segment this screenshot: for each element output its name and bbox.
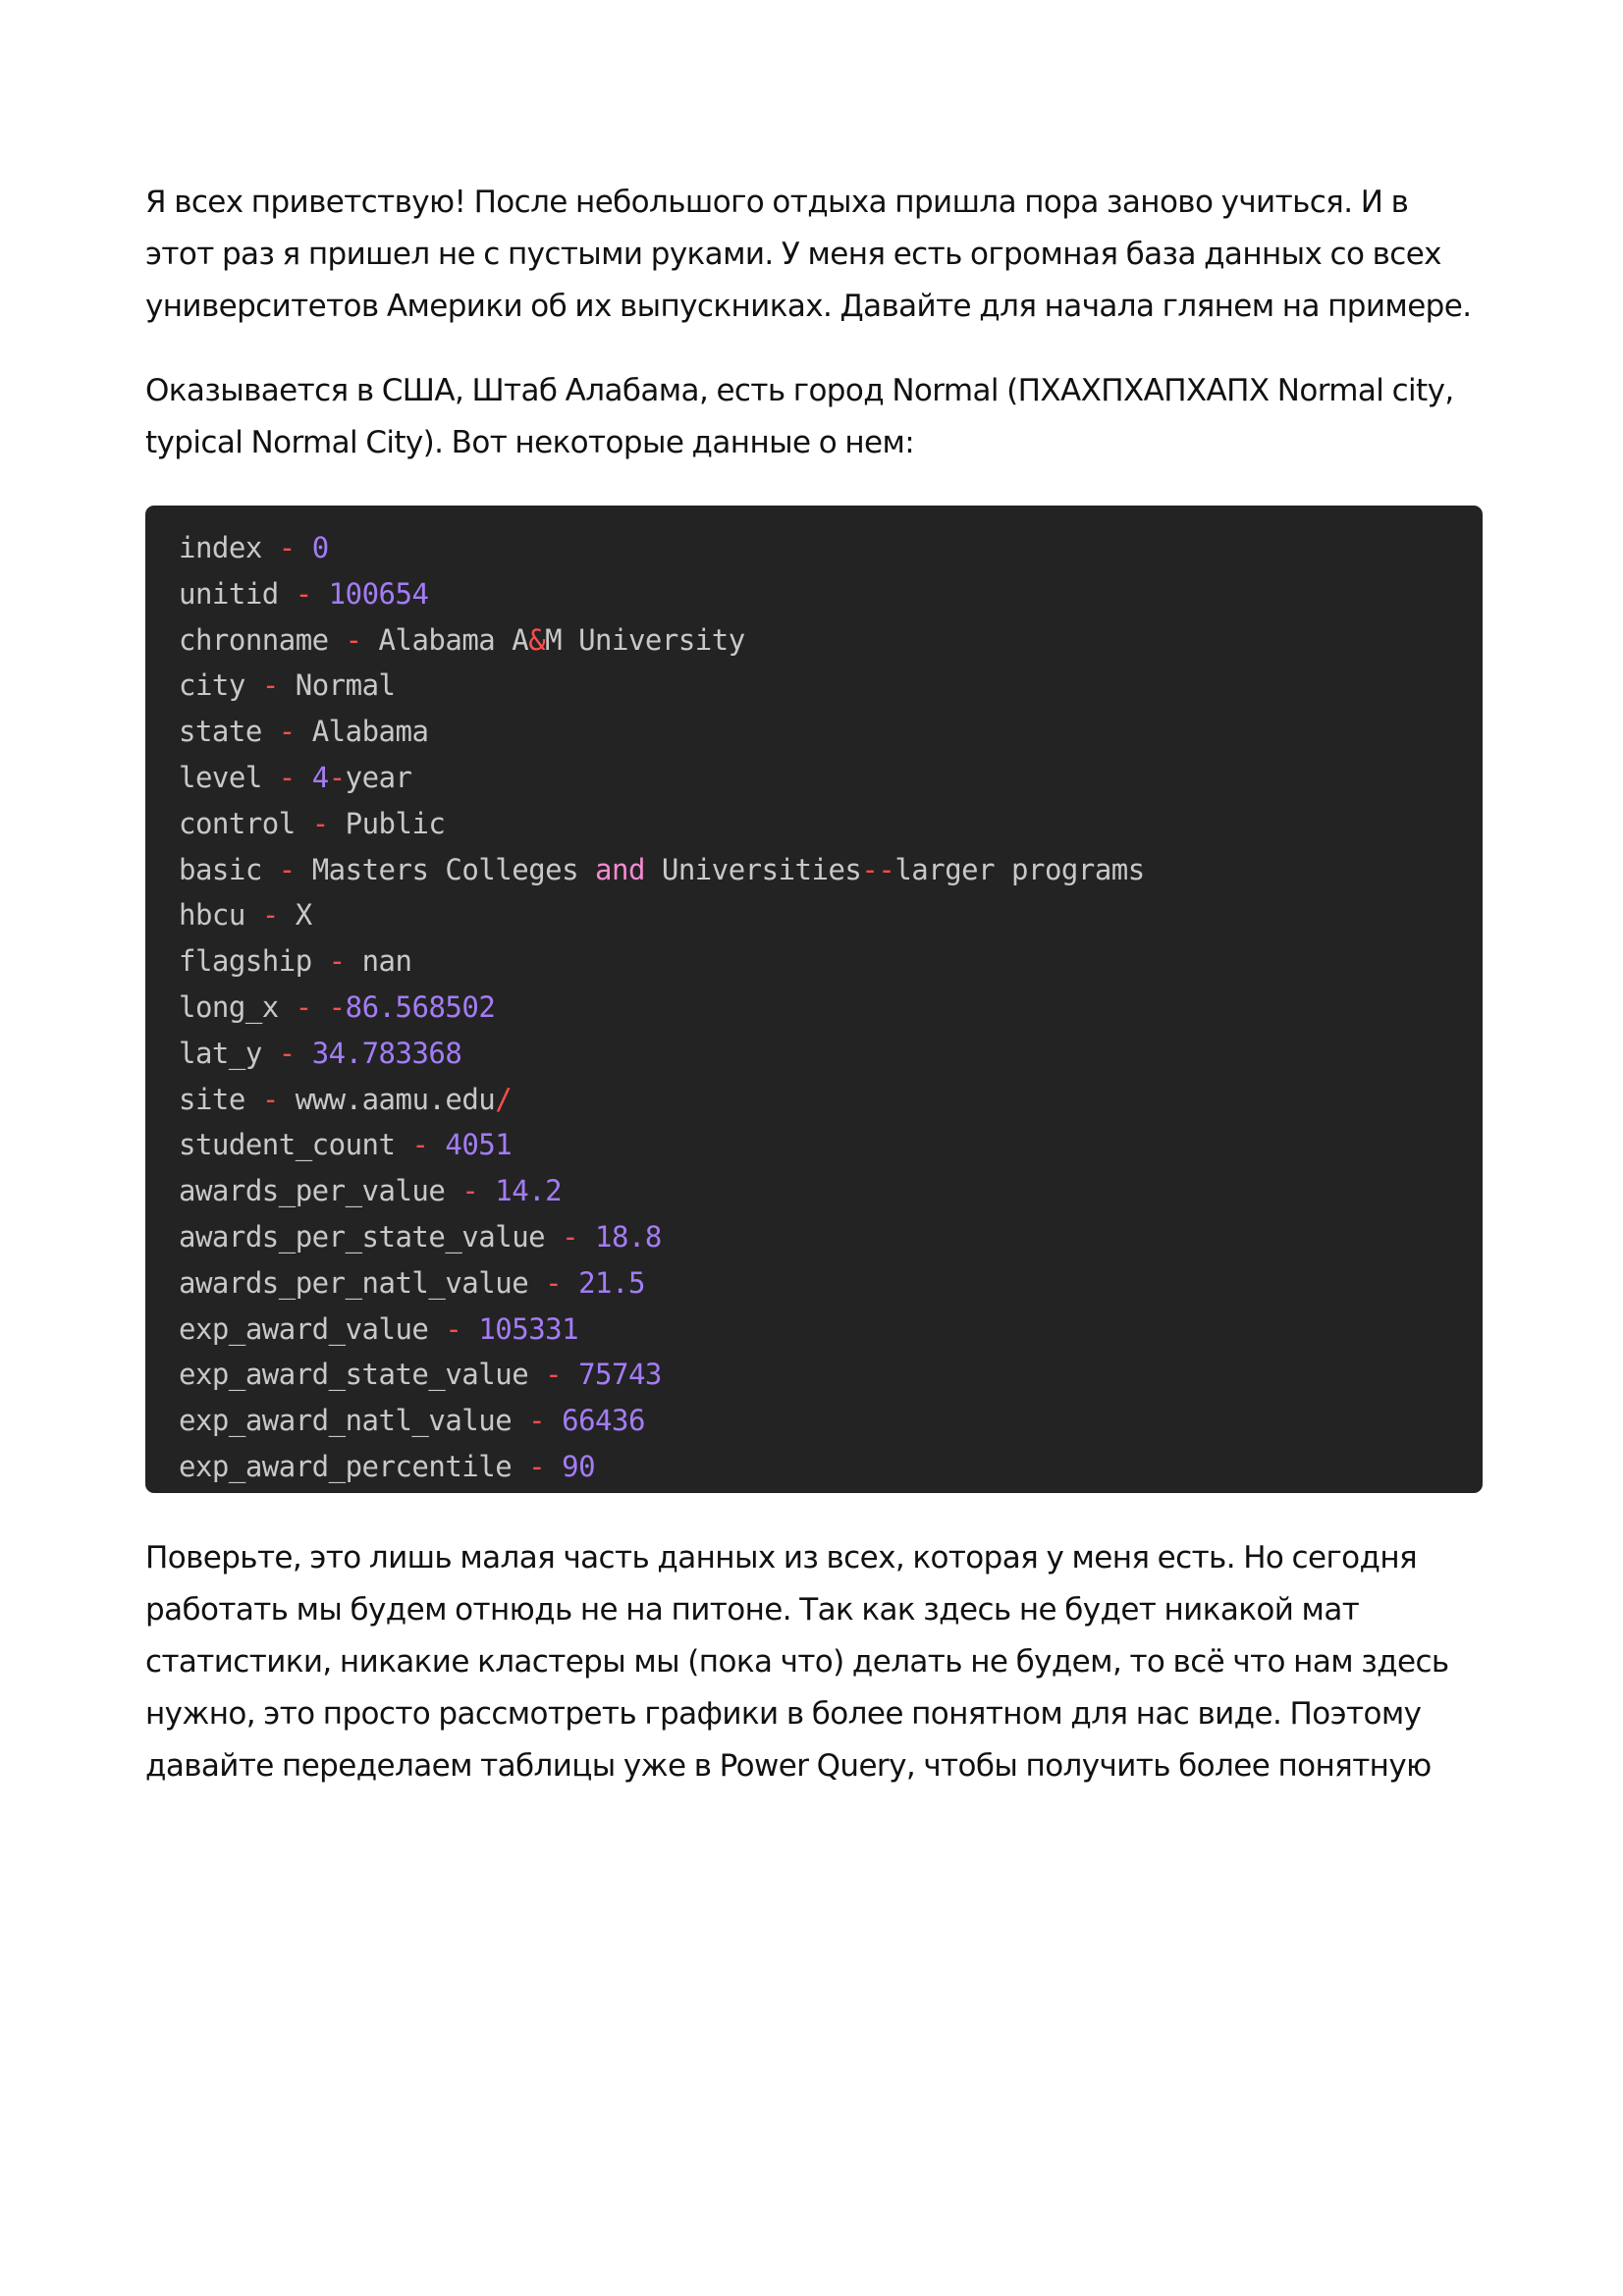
code-value-token: 0 xyxy=(311,531,329,564)
code-field-name: long_x xyxy=(179,989,279,1024)
code-value-token: Masters Colleges xyxy=(311,852,596,886)
code-line xyxy=(179,571,1449,617)
code-separator: - xyxy=(295,576,312,611)
code-line xyxy=(179,1307,1449,1353)
code-line xyxy=(179,1352,1449,1398)
code-value-token: 75743 xyxy=(578,1358,662,1392)
code-field-name: chronname xyxy=(179,622,329,657)
code-value-token: Alabama A xyxy=(378,622,529,657)
code-field-name: awards_per_value xyxy=(179,1174,446,1208)
code-value-token: 14.2 xyxy=(495,1174,563,1208)
code-value-token: 4 xyxy=(311,760,329,794)
code-value-token: Normal xyxy=(295,668,396,703)
code-separator: - xyxy=(295,989,312,1024)
code-separator: - xyxy=(311,806,329,840)
code-value-token: 90 xyxy=(562,1449,596,1483)
code-separator: - xyxy=(278,715,296,749)
code-value-token: 66436 xyxy=(562,1404,645,1438)
code-separator: - xyxy=(461,1174,479,1208)
code-separator: - xyxy=(545,1265,563,1300)
code-value-token: Alabama xyxy=(311,715,429,749)
city-paragraph-text: Оказывается в США, Штаб Алабама, есть город Normal (ПХАХПХАПХАПХ Normal city, typical Normal City). Вот некоторые данные о нем: xyxy=(145,373,1454,460)
code-value-token: - xyxy=(328,760,346,794)
code-line xyxy=(179,892,1449,938)
code-value-token: 34.783368 xyxy=(311,1036,462,1070)
code-value-token: Universities xyxy=(644,852,862,886)
code-field-name: hbcu xyxy=(179,898,245,933)
code-field-name: student_count xyxy=(179,1128,396,1162)
code-value-token: / xyxy=(495,1082,513,1116)
code-line xyxy=(179,1122,1449,1168)
code-separator: - xyxy=(278,852,296,886)
code-separator: - xyxy=(261,668,279,703)
code-value-token: year xyxy=(345,760,412,794)
code-field-name: lat_y xyxy=(179,1036,262,1070)
code-field-name: exp_award_percentile xyxy=(179,1449,513,1483)
code-line xyxy=(179,1214,1449,1260)
code-field-name: flagship xyxy=(179,944,312,979)
code-separator: - xyxy=(278,1036,296,1070)
code-value-token: 18.8 xyxy=(595,1219,662,1254)
code-value-token: X xyxy=(295,898,312,933)
code-value-token: - xyxy=(328,989,346,1024)
code-field-name: exp_award_natl_value xyxy=(179,1404,513,1438)
intro-paragraph-text: Я всех приветствую! После небольшого отдыха пришла пора заново учиться. И в этот раз я пришел не с пустыми руками. У меня есть огромная база данных со всех университетов Америки об их выпускниках. Давайте для начала глянем на примере. xyxy=(145,185,1472,324)
code-separator: - xyxy=(278,760,296,794)
code-line xyxy=(179,847,1449,893)
code-field-name: level xyxy=(179,760,262,794)
code-separator: - xyxy=(328,944,346,979)
code-line xyxy=(179,1031,1449,1077)
code-line xyxy=(179,525,1449,571)
code-separator: - xyxy=(345,622,362,657)
code-separator: - xyxy=(261,1082,279,1116)
code-line xyxy=(179,985,1449,1031)
code-line xyxy=(179,1168,1449,1214)
code-field-name: unitid xyxy=(179,576,279,611)
code-value-token: larger programs xyxy=(894,852,1145,886)
code-value-token: 100654 xyxy=(328,576,429,611)
code-line xyxy=(179,801,1449,847)
code-field-name: awards_per_state_value xyxy=(179,1219,546,1254)
code-field-name: control xyxy=(179,806,296,840)
code-field-name: awards_per_natl_value xyxy=(179,1265,529,1300)
code-separator: - xyxy=(411,1128,429,1162)
code-separator: - xyxy=(528,1449,546,1483)
code-separator: - xyxy=(528,1404,546,1438)
code-field-name: basic xyxy=(179,852,262,886)
code-field-name: index xyxy=(179,531,262,564)
code-field-name: exp_award_state_value xyxy=(179,1358,529,1392)
code-separator: - xyxy=(445,1311,462,1346)
city-paragraph xyxy=(145,365,1483,469)
outro-paragraph-text: Поверьте, это лишь малая часть данных из всех, которая у меня есть. Но сегодня работать мы будем отнюдь не на питоне. Так как здесь не будет никакой мат статистики, никакие кластеры мы (пока что) делать не будем, то всё что нам здесь нужно, это просто рассмотреть графики в более понятном для нас виде. Поэтому давайте переделаем таблицы уже в Power Query, чтобы получить более понятную xyxy=(145,1540,1449,1784)
code-separator: - xyxy=(261,898,279,933)
code-line xyxy=(179,1444,1449,1490)
code-line xyxy=(179,1260,1449,1307)
code-field-name: exp_award_value xyxy=(179,1311,429,1346)
code-line xyxy=(179,1398,1449,1444)
code-line xyxy=(179,938,1449,985)
document-page xyxy=(145,177,1483,1792)
code-value-token: 4051 xyxy=(445,1128,513,1162)
code-value-token: Public xyxy=(345,806,446,840)
code-field-name: state xyxy=(179,715,262,749)
code-line xyxy=(179,755,1449,801)
code-value-token: 21.5 xyxy=(578,1265,645,1300)
code-line xyxy=(179,1077,1449,1123)
code-field-name: site xyxy=(179,1082,245,1116)
code-value-token: and xyxy=(595,852,645,886)
code-line xyxy=(179,709,1449,755)
code-value-token: 105331 xyxy=(478,1311,579,1346)
code-value-token: www.aamu.edu xyxy=(295,1082,496,1116)
code-line xyxy=(179,663,1449,709)
intro-paragraph xyxy=(145,177,1483,333)
code-value-token: M University xyxy=(545,622,745,657)
code-value-token: nan xyxy=(361,944,412,979)
code-value-token: -- xyxy=(861,852,895,886)
code-block xyxy=(145,506,1483,1493)
code-line xyxy=(179,617,1449,664)
code-field-name: city xyxy=(179,668,245,703)
code-separator: - xyxy=(278,531,296,564)
code-separator: - xyxy=(545,1358,563,1392)
outro-paragraph xyxy=(145,1532,1483,1792)
code-value-token: & xyxy=(528,622,546,657)
code-value-token: 86.568502 xyxy=(345,989,496,1024)
code-separator: - xyxy=(562,1219,579,1254)
